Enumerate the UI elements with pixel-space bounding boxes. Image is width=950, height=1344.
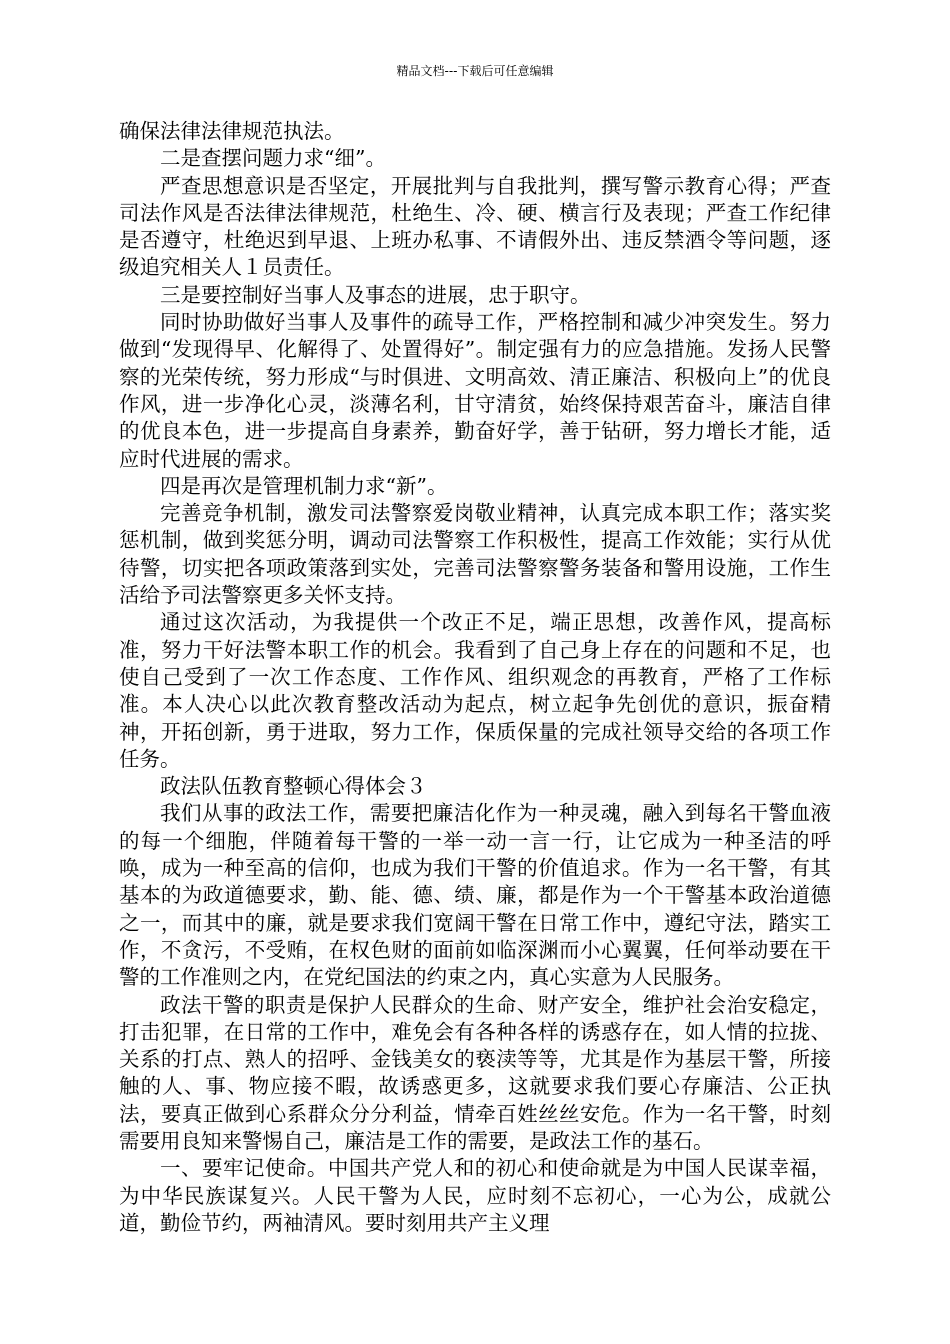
paragraph: 同时协助做好当事人及事件的疏导工作，严格控制和减少冲突发生。努力做到“发现得早、化解得了、处置得好”。制定强有力的应急措施。发扬人民警察的光荣传统，努力形成“与时俱进、文明高效、清正廉洁、积极向上”的优良作风，进一步净化心灵，淡薄名利，甘守清贫，始终保持艰苦奋斗，廉洁自律的优良本色，进一步提高自身素养，勤奋好学，善于钻研，努力增长才能，适应时代进展的需求。 <box>119 310 831 471</box>
document-body <box>119 118 831 1237</box>
paragraph: 政法干警的职责是保护人民群众的生命、财产安全，维护社会治安稳定，打击犯罪，在日常的工作中，难免会有各种各样的诱惑存在，如人情的拉拢、关系的打点、熟人的招呼、金钱美女的亵渎等等，尤其是作为基层干警，所接触的人、事、物应接不暇，故诱惑更多，这就要求我们要心存廉洁、公正执法，要真正做到心系群众分分利益，情牵百姓丝丝安危。作为一名干警，时刻需要用良知来警惕自己，廉洁是工作的需要，是政法工作的基石。 <box>119 992 831 1153</box>
section-title: 政法队伍教育整顿心得体会３ <box>160 774 427 799</box>
paragraph: 通过这次活动，为我提供一个改正不足，端正思想，改善作风，提高标准，努力干好法警本职工作的机会。我看到了自己身上存在的问题和不足，也使自己受到了一次工作态度、工作作风、组织观念的再教育，严格了工作标准。本人决心以此次教育整改活动为起点，树立起争先创优的意识，振奋精神，开拓创新，勇于进取，努力工作，保质保量的完成社领导交给的各项工作任务。 <box>119 610 831 771</box>
paragraph: 完善竞争机制，激发司法警察爱岗敬业精神，认真完成本职工作；落实奖惩机制，做到奖惩分明，调动司法警察工作积极性，提高工作效能；实行从优待警，切实把各项政策落到实处，完善司法警察警务装备和警用设施，工作生活给予司法警察更多关怀支持。 <box>119 501 831 608</box>
paragraph: 确保法律法律规范执法。 <box>119 119 345 143</box>
paragraph: 一、要牢记使命。中国共产党人和的初心和使命就是为中国人民谋幸福，为中华民族谋复兴。人民干警为人民，应时刻不忘初心，一心为公，成就公道，勤俭节约，两袖清风。要时刻用共产主义理 <box>119 1156 831 1235</box>
page-header: 精品文档---下载后可任意编辑 <box>396 64 554 78</box>
paragraph: 三是要控制好当事人及事态的进展，忠于职守。 <box>160 282 591 307</box>
paragraph: 四是再次是管理机制力求“新”。 <box>160 473 448 498</box>
paragraph: 二是查摆问题力求“细”。 <box>160 146 386 171</box>
paragraph: 严查思想意识是否坚定，开展批判与自我批判，撰写警示教育心得；严查司法作风是否法律法律规范，杜绝生、冷、硬、横言行及表现；严查工作纪律是否遵守，杜绝迟到早退、上班办私事、不请假外出、违反禁酒令等问题，逐级追究相关人１员责任。 <box>119 173 831 280</box>
paragraph: 我们从事的政法工作，需要把廉洁化作为一种灵魂，融入到每名干警血液的每一个细胞，伴随着每干警的一举一动一言一行，让它成为一种圣洁的呼唤，成为一种至高的信仰，也成为我们干警的价值追求。作为一名干警，有其基本的为政道德要求，勤、能、德、绩、廉，都是作为一个干警基本政治道德之一，而其中的廉，就是要求我们宽阔干警在日常工作中，遵纪守法，踏实工作，不贪污，不受贿，在权色财的面前如临深渊而小心翼翼，任何举动要在干警的工作准则之内，在党纪国法的约束之内，真心实意为人民服务。 <box>119 801 831 990</box>
